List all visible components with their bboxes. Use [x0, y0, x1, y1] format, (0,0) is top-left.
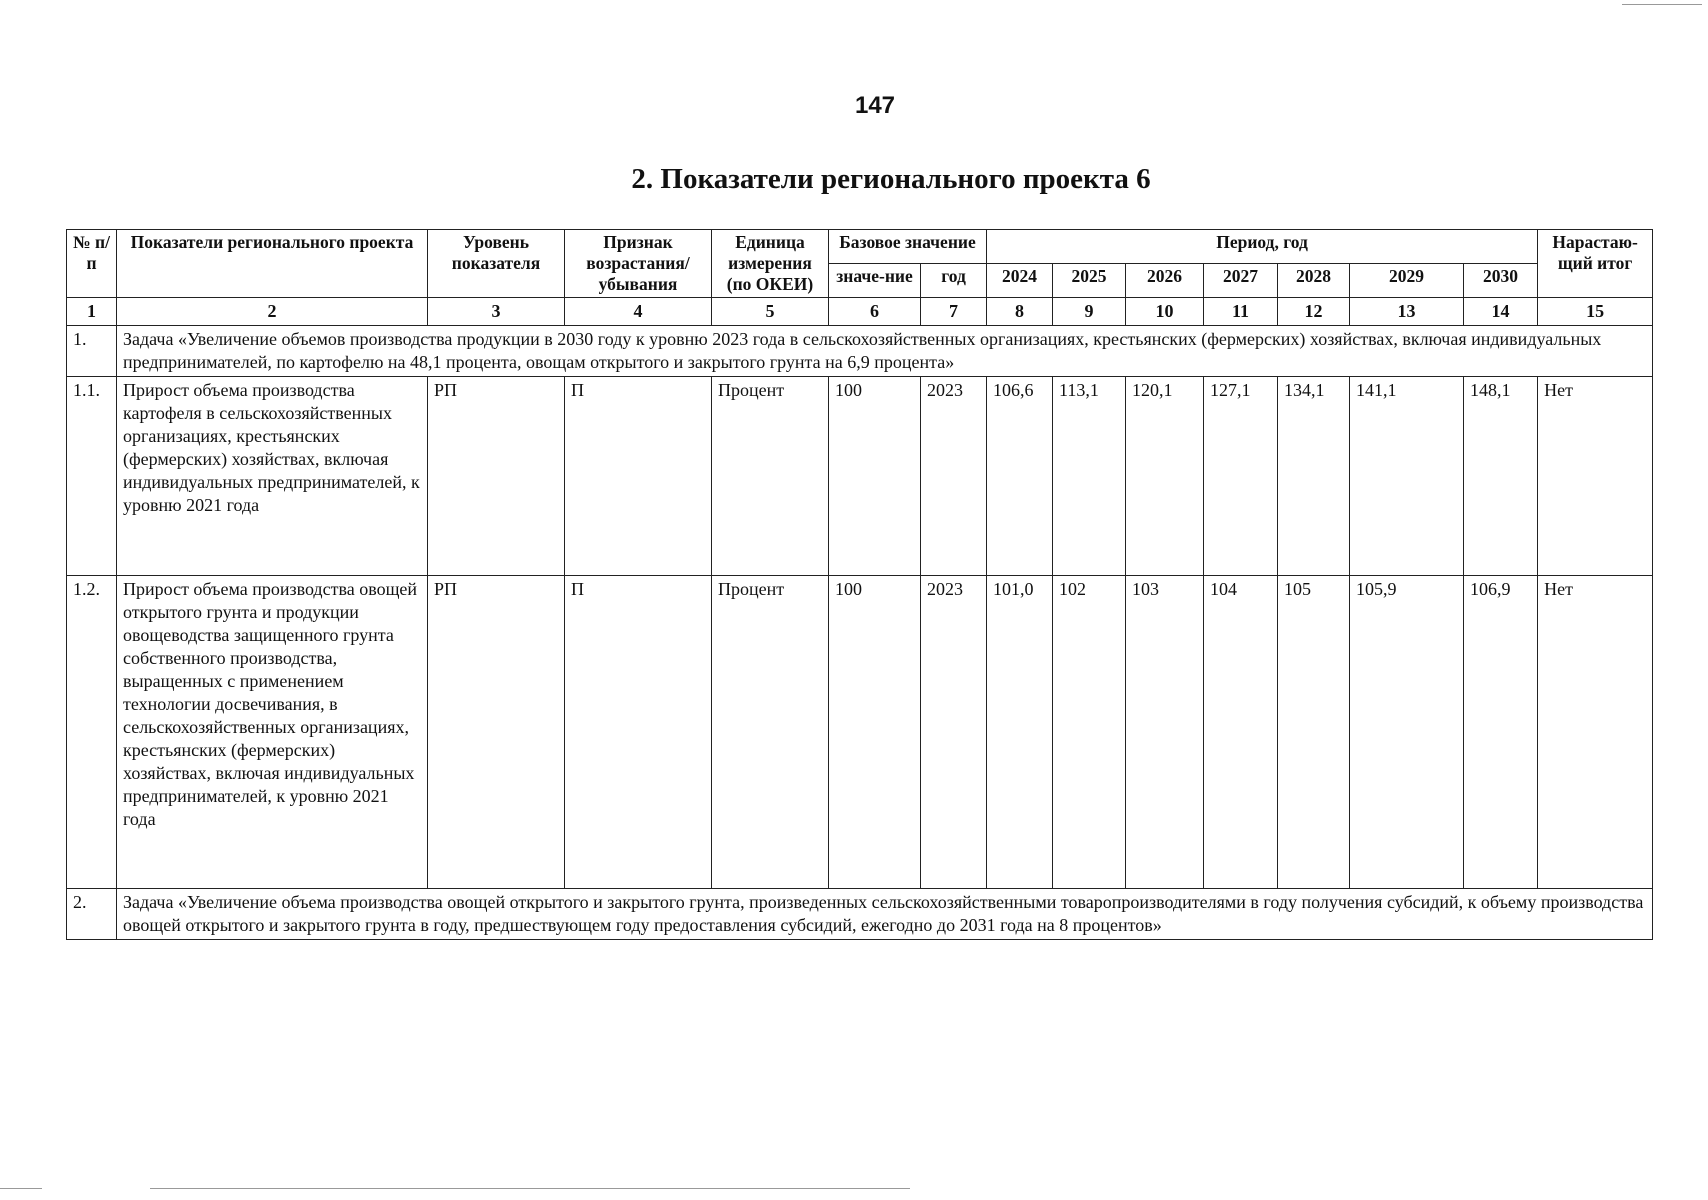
column-number: 12	[1278, 298, 1350, 326]
year-value: 120,1	[1126, 377, 1204, 576]
year-value: 105	[1278, 576, 1350, 889]
column-numbers-row	[67, 298, 1653, 326]
year-value: 127,1	[1204, 377, 1278, 576]
year-value: 113,1	[1053, 377, 1126, 576]
column-number: 11	[1204, 298, 1278, 326]
header-cumulative: Нарастаю-щий итог	[1538, 230, 1653, 298]
base-value: 100	[829, 576, 921, 889]
base-year: 2023	[921, 377, 987, 576]
base-value: 100	[829, 377, 921, 576]
column-number: 4	[565, 298, 712, 326]
indicator-level: РП	[428, 377, 565, 576]
header-year: 2027	[1204, 264, 1278, 298]
column-number: 14	[1464, 298, 1538, 326]
indicators-table	[66, 229, 1653, 940]
header-sign: Признак возрастания/ убывания	[565, 230, 712, 298]
column-number: 15	[1538, 298, 1653, 326]
header-base-value: значе-ние	[829, 264, 921, 298]
base-year: 2023	[921, 576, 987, 889]
indicator-row	[67, 576, 1653, 889]
column-number: 5	[712, 298, 829, 326]
row-num: 1.1.	[67, 377, 117, 576]
header-year: 2025	[1053, 264, 1126, 298]
column-number: 8	[987, 298, 1053, 326]
scan-edge-line-bottom	[150, 1188, 910, 1189]
task-num: 1.	[67, 326, 117, 377]
header-year: 2024	[987, 264, 1053, 298]
year-value: 148,1	[1464, 377, 1538, 576]
page-number: 147	[854, 92, 896, 119]
task-row	[67, 326, 1653, 377]
header-base-year: год	[921, 264, 987, 298]
indicator-name: Прирост объема производства картофеля в сельскохозяйственных организациях, крестьянских (фермерских) хозяйствах, включая индивидуальных предпринимателей, к уровню 2021 года	[117, 377, 428, 576]
year-value: 106,9	[1464, 576, 1538, 889]
column-number: 9	[1053, 298, 1126, 326]
page-title: 2. Показатели регионального проекта 6	[631, 163, 1151, 195]
column-number: 6	[829, 298, 921, 326]
header-year: 2029	[1350, 264, 1464, 298]
header-unit: Единица измерения (по ОКЕИ)	[712, 230, 829, 298]
task-row	[67, 889, 1653, 940]
year-value: 134,1	[1278, 377, 1350, 576]
year-value: 103	[1126, 576, 1204, 889]
year-value: 141,1	[1350, 377, 1464, 576]
row-num: 1.2.	[67, 576, 117, 889]
header-indicators: Показатели регионального проекта	[117, 230, 428, 298]
header-year: 2030	[1464, 264, 1538, 298]
column-number: 10	[1126, 298, 1204, 326]
header-year: 2026	[1126, 264, 1204, 298]
year-value: 105,9	[1350, 576, 1464, 889]
year-value: 106,6	[987, 377, 1053, 576]
indicator-name: Прирост объема производства овощей открытого грунта и продукции овощеводства защищенного грунта собственного производства, выращенных с применением технологии досвечивания, в сельскохозяйственных организациях, крестьянских (фермерских) хозяйствах, включая индивидуальных предпринимателей, к уровню 2021 года	[117, 576, 428, 889]
indicator-row	[67, 377, 1653, 576]
header-period: Период, год	[987, 230, 1538, 264]
scan-edge-line-top	[1622, 4, 1702, 5]
indicator-unit: Процент	[712, 576, 829, 889]
column-number: 13	[1350, 298, 1464, 326]
task-text: Задача «Увеличение объемов производства продукции в 2030 году к уровню 2023 года в сельскохозяйственных организациях, крестьянских (фермерских) хозяйствах, включая индивидуальных предпринимателей, по картофелю на 48,1 процента, овощам открытого и закрытого грунта на 6,9 процента»	[117, 326, 1653, 377]
cumulative-value: Нет	[1538, 576, 1653, 889]
year-value: 102	[1053, 576, 1126, 889]
indicator-level: РП	[428, 576, 565, 889]
cumulative-value: Нет	[1538, 377, 1653, 576]
indicator-unit: Процент	[712, 377, 829, 576]
year-value: 104	[1204, 576, 1278, 889]
header-level: Уровень показателя	[428, 230, 565, 298]
header-row	[67, 230, 1653, 264]
header-base: Базовое значение	[829, 230, 987, 264]
indicator-sign: П	[565, 576, 712, 889]
column-number: 3	[428, 298, 565, 326]
task-text: Задача «Увеличение объема производства овощей открытого и закрытого грунта, произведенных сельскохозяйственными товаропроизводителями в году получения субсидий, к объему производства овощей открытого и закрытого грунта в году, предшествующем году предоставления субсидий, ежегодно до 2031 года на 8 процентов»	[117, 889, 1653, 940]
scan-edge-line-bottom-left	[0, 1188, 42, 1189]
column-number: 7	[921, 298, 987, 326]
header-year: 2028	[1278, 264, 1350, 298]
task-num: 2.	[67, 889, 117, 940]
column-number: 2	[117, 298, 428, 326]
year-value: 101,0	[987, 576, 1053, 889]
indicator-sign: П	[565, 377, 712, 576]
column-number: 1	[67, 298, 117, 326]
header-num: № п/п	[67, 230, 117, 298]
